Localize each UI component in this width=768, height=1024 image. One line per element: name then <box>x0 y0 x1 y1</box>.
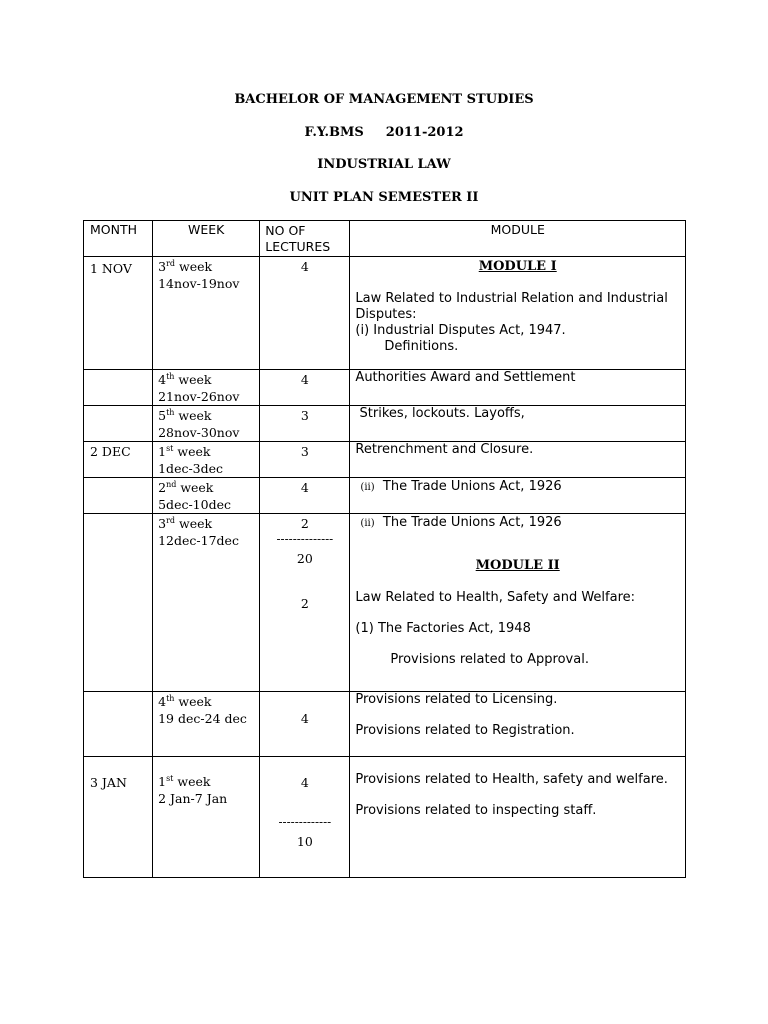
lectures-cell: 2 -------------- 20 2 <box>260 514 350 692</box>
lectures-cell: 4 ------------- 10 <box>260 757 350 878</box>
week-cell: 1st week 2 Jan-7 Jan <box>153 757 260 878</box>
module-title: MODULE II <box>475 558 560 573</box>
month-cell <box>84 478 153 514</box>
week-cell: 5th week 28nov-30nov <box>153 406 260 442</box>
week-cell: 3rd week 12dec-17dec <box>153 514 260 692</box>
month-cell <box>84 406 153 442</box>
table-row <box>84 757 686 878</box>
lectures-cell: 3 <box>260 442 350 478</box>
module-cell: Provisions related to Licensing. Provisions related to Registration. <box>350 692 686 757</box>
program-year-line <box>0 125 768 140</box>
module-cell: (ii) The Trade Unions Act, 1926 <box>350 478 686 514</box>
month-cell <box>84 514 153 692</box>
lectures-cell: 4 <box>260 692 350 757</box>
week-cell: 2nd week 5dec-10dec <box>153 478 260 514</box>
module-cell: Provisions related to Health, safety and welfare. Provisions related to inspecting staff. <box>350 757 686 878</box>
subtotal-value: 10 <box>296 834 313 849</box>
module-cell: Strikes, lockouts. Layoffs, <box>350 406 686 442</box>
plan-title: UNIT PLAN SEMESTER II <box>289 190 479 205</box>
unit-plan-table <box>83 220 686 878</box>
column-header-lectures: NO OF LECTURES <box>260 221 350 257</box>
lectures-cell: 4 <box>260 370 350 406</box>
subject-title: INDUSTRIAL LAW <box>317 157 451 172</box>
week-cell: 3rd week 14nov-19nov <box>153 257 260 370</box>
week-cell: 1st week 1dec-3dec <box>153 442 260 478</box>
lectures-cell: 4 <box>260 478 350 514</box>
document-title: BACHELOR OF MANAGEMENT STUDIES <box>234 92 534 107</box>
table-header-row <box>84 221 686 257</box>
table-row <box>84 514 686 692</box>
program-label: F.Y.BMS <box>304 125 364 140</box>
lectures-cell: 4 <box>260 257 350 370</box>
table-row <box>84 370 686 406</box>
month-cell <box>84 692 153 757</box>
subtotal-divider: -------------- <box>276 532 334 546</box>
module-cell: (ii) The Trade Unions Act, 1926 MODULE II Law Related to Health, Safety and Welfare: (1) The Factories Act, 1948 Provisions related to Approval. <box>350 514 686 692</box>
column-header-module: MODULE <box>350 221 686 257</box>
table-row <box>84 692 686 757</box>
column-header-week: WEEK <box>153 221 260 257</box>
subtotal-value: 20 <box>296 551 313 566</box>
table-row <box>84 406 686 442</box>
module-cell: Retrenchment and Closure. <box>350 442 686 478</box>
table-row <box>84 442 686 478</box>
week-cell: 4th week 21nov-26nov <box>153 370 260 406</box>
table-row <box>84 257 686 370</box>
table-row <box>84 478 686 514</box>
week-cell: 4th week 19 dec-24 dec <box>153 692 260 757</box>
module-cell: MODULE I Law Related to Industrial Relation and Industrial Disputes: (i) Industrial Disputes Act, 1947. Definitions. <box>350 257 686 370</box>
month-cell <box>84 370 153 406</box>
module-title: MODULE I <box>478 259 557 274</box>
month-cell: 3 JAN <box>84 757 153 878</box>
academic-year: 2011-2012 <box>385 125 464 140</box>
lectures-cell: 3 <box>260 406 350 442</box>
subtotal-divider: ------------- <box>278 815 332 829</box>
column-header-month: MONTH <box>84 221 153 257</box>
month-cell: 2 DEC <box>84 442 153 478</box>
month-cell: 1 NOV <box>84 257 153 370</box>
module-cell: Authorities Award and Settlement <box>350 370 686 406</box>
